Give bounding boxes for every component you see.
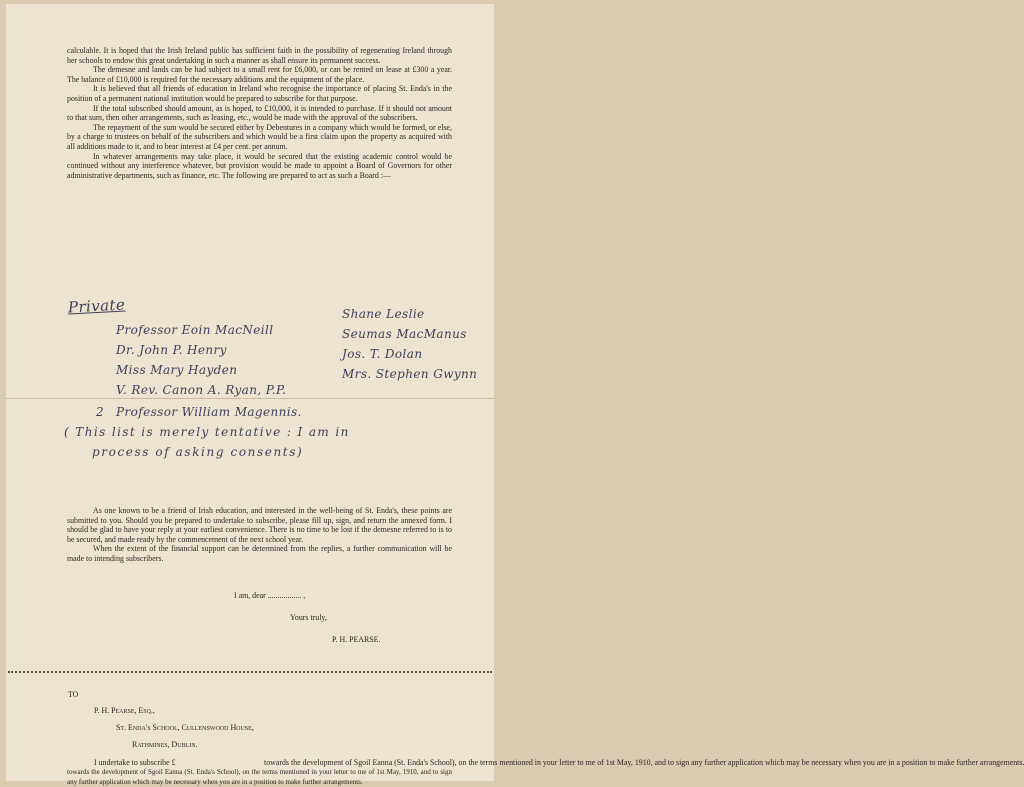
- pledge-text: towards the development of Sgoil Eanna (St. Enda's School), on the terms mentioned in your letter to me of 1st May, 1910, and to sign any further application which may be necessary when you are in a position to make further arrangements.: [264, 758, 1024, 767]
- handwritten-name: V. Rev. Canon A. Ryan, P.P.: [116, 383, 287, 397]
- valediction: Yours truly,: [290, 613, 327, 622]
- handwritten-note: ( This list is merely tentative : I am in: [64, 425, 350, 439]
- handwritten-name: Professor William Magennis.: [116, 405, 302, 419]
- form-to-label: TO: [68, 690, 79, 699]
- paragraph-friends: It is believed that all friends of education in Ireland who recognise the importance of placing St. Enda's in the position of a permanent national institution would be prepared to subscribe for that purpose.: [67, 84, 452, 103]
- paragraph-demesne: The demesne and lands can be had subject to a small rent for £6,000, or can be rented on lease at £300 a year. The balance of £10,000 is required for the necessary additions and the equipment of the place.: [67, 65, 452, 84]
- form-address-line: Rathmines, Dublin.: [132, 740, 198, 749]
- handwritten-number: 2: [96, 405, 105, 419]
- paragraph-request: As one known to be a friend of Irish education, and interested in the well-being of St. Enda's, these points are submitted to you. Should you be prepared to undertake to subscribe, please fill up, sign, and return the annexed form. I should be glad to have your reply at your earliest convenience. There is no time to be lost if the demesne referred to is to be secured, and made ready by the commencement of the next school year.: [67, 506, 452, 544]
- paragraph-repayment: The repayment of the sum would be secured either by Debentures in a company which would be formed, or else, by a charge to trustees on behalf of the subscribers and which would be a first claim upon the property as acquired with all additions made to it, and to bear interest at £4 per cent. per annum.: [67, 122, 452, 151]
- handwritten-name: Miss Mary Hayden: [116, 363, 238, 377]
- letter-page: [6, 4, 1024, 786]
- pledge-text-overflow: towards the development of Sgoil Eanna (St. Enda's School), on the terms mentioned in your letter to me of 1st May, 1910, and to sign any further application which may be necessary when you are in a position to make further arrangements.: [67, 768, 452, 786]
- handwritten-name: Mrs. Stephen Gwynn: [342, 367, 478, 381]
- handwritten-name: Jos. T. Dolan: [342, 347, 423, 361]
- paragraph-total: If the total subscribed should amount, as is hoped, to £10,000, it is intended to purchase. If it should not amount to that sum, then other arrangements, such as leasing, etc., would be made with the approval of the subscribers.: [67, 103, 452, 123]
- handwritten-note: process of asking consents): [92, 445, 304, 459]
- form-address-line: St. Enda's School, Cullenswood House,: [116, 723, 254, 732]
- signature: P. H. PEARSE.: [332, 635, 381, 644]
- handwritten-name: Shane Leslie: [342, 307, 425, 321]
- handwritten-name: Dr. John P. Henry: [116, 343, 227, 357]
- handwritten-name: Professor Eoin MacNeill: [116, 323, 274, 337]
- paragraph-continued: calculable. It is hoped that the Irish Ireland public has sufficient faith in the possibility of regenerating Ireland through her schools to endow this great undertaking in such a manner as shall ensure its permanent success.: [67, 46, 452, 65]
- pledge-continuation: [67, 768, 452, 786]
- fold-crease: [6, 398, 494, 399]
- letter-closing: [67, 506, 452, 564]
- paragraph-further: When the extent of the financial support can be determined from the replies, a further communication will be made to intending subscribers.: [67, 544, 452, 563]
- salutation: I am, dear ................. ,: [234, 591, 306, 600]
- handwritten-name: Seumas MacManus: [342, 327, 467, 341]
- pledge-start: I undertake to subscribe £: [94, 758, 176, 767]
- paragraph-board: In whatever arrangements may take place, it would be secured that the existing academic control would be continued without any interference whatever, but provision would be made to appoint a Board of Governors for other administrative departments, such as finance, etc. The following are prepared to act as such a Board :—: [67, 151, 452, 180]
- letter-body: [67, 46, 452, 180]
- handwritten-heading: Private: [67, 295, 126, 317]
- perforation-line: [8, 671, 492, 673]
- form-addressee: P. H. Pearse, Esq.,: [94, 706, 155, 715]
